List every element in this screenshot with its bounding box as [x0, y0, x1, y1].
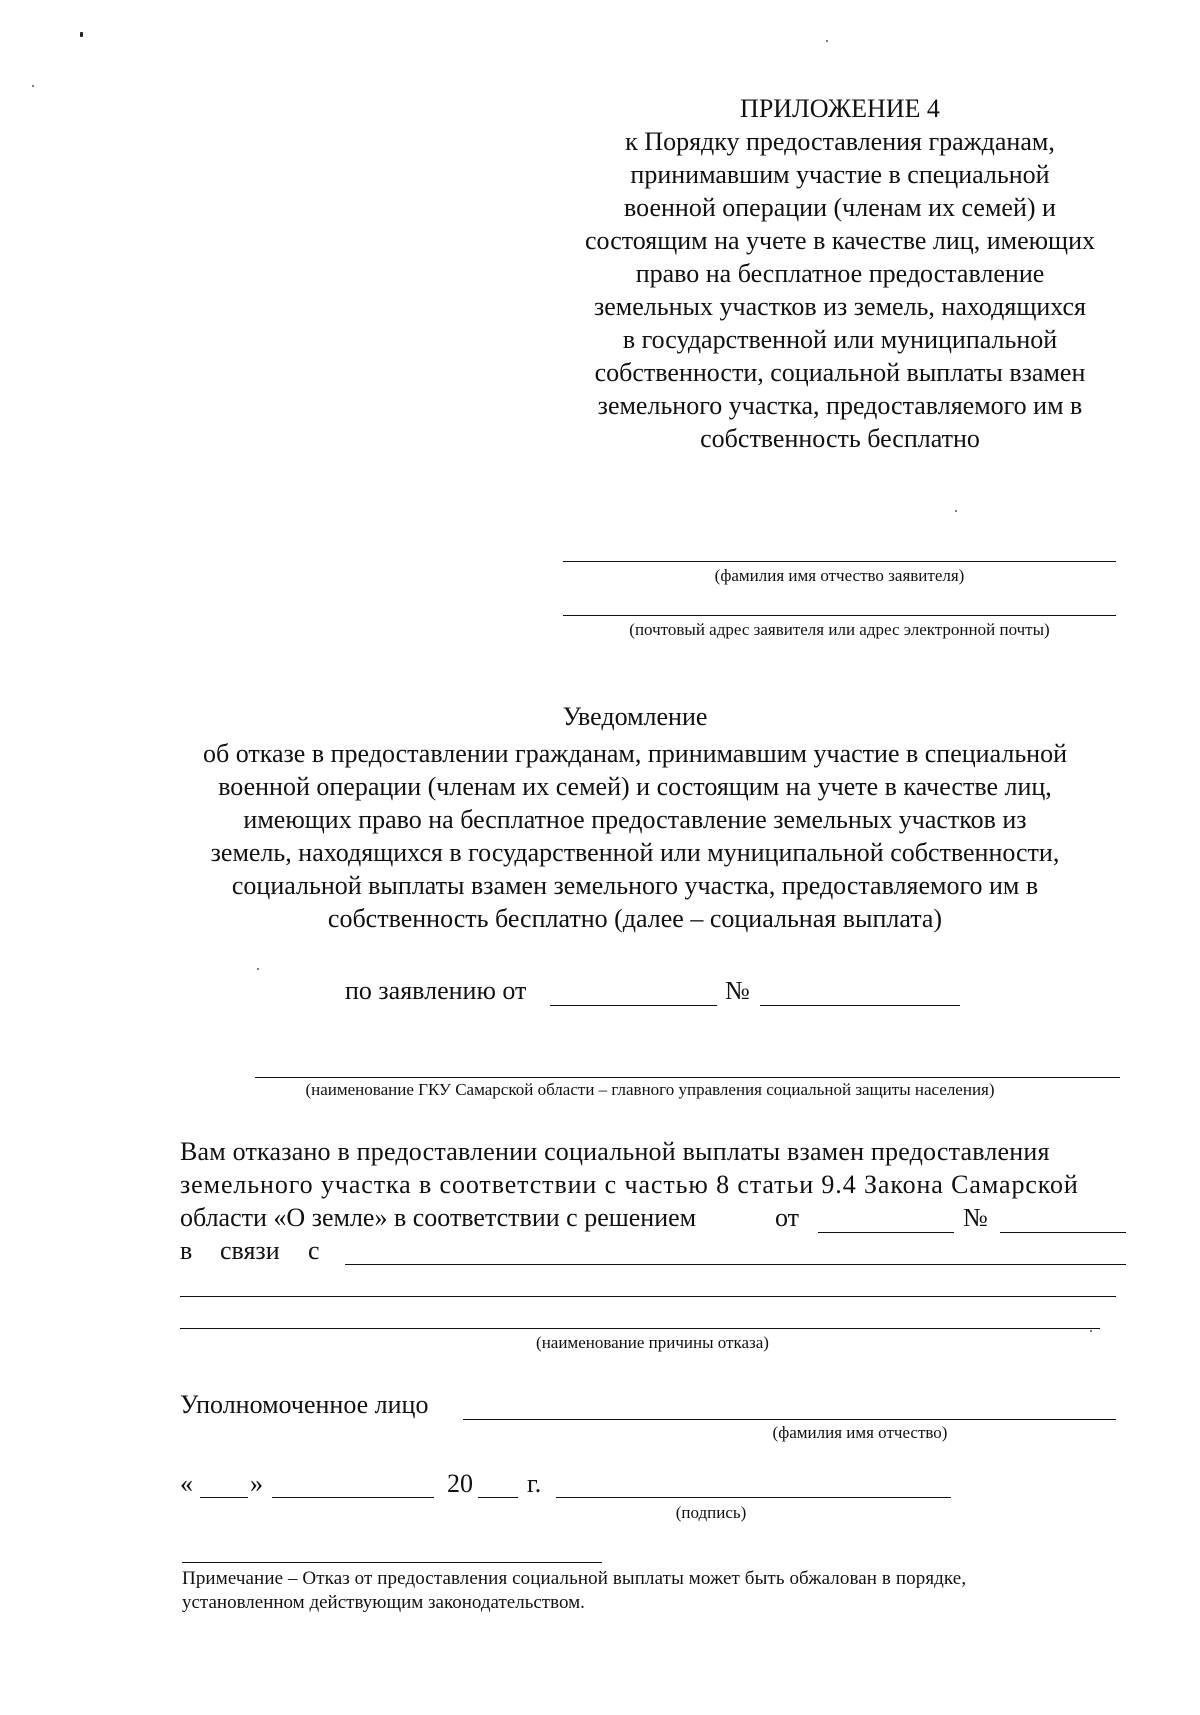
appendix-line: состоящим на учете в качестве лиц, имеющих: [585, 226, 1095, 255]
applicant-name-line[interactable]: [563, 561, 1116, 562]
date-quote-close: »: [250, 1469, 263, 1498]
appendix-line: собственность бесплатно: [700, 424, 980, 453]
appendix-line: принимавшим участие в специальной: [630, 160, 1050, 189]
refusal-text: [180, 1135, 1125, 1201]
appendix-line: военной операции (членам их семей) и: [624, 193, 1056, 222]
refusal-line-2: земельного участка в соответствии с частью 8 статьи 9.4 Закона Самарской: [180, 1170, 1079, 1199]
notice-subtitle-line: социальной выплаты взамен земельного участка, предоставляемого им в: [231, 871, 1039, 900]
decision-prefix: области «О земле» в соответствии с решением: [180, 1203, 697, 1232]
notice-subtitle-line: военной операции (членам их семей) и состоящим на учете в качестве лиц,: [218, 772, 1052, 801]
date-month-field[interactable]: [272, 1497, 434, 1498]
footnote-separator: [182, 1562, 602, 1563]
notice-subtitle-line: об отказе в предоставлении гражданам, принимавшим участие в специальной: [202, 739, 1068, 768]
appendix-line: земельного участка, предоставляемого им в: [597, 391, 1083, 420]
notice-title: Уведомление: [562, 702, 708, 731]
date-year-prefix: 20: [447, 1469, 473, 1498]
organization-caption: (наименование ГКУ Самарской области – главного управления социальной защиты населения): [305, 1080, 995, 1099]
reason-word: связи: [220, 1236, 280, 1265]
refusal-line-1: Вам отказано в предоставлении социальной выплаты взамен предоставления: [180, 1137, 1050, 1166]
refusal-line: [180, 1135, 1125, 1168]
applicant-name-caption: (фамилия имя отчество заявителя): [714, 566, 965, 585]
notice-subtitle: [150, 737, 1120, 935]
scan-speck: [80, 32, 83, 37]
scan-speck: [1090, 1330, 1092, 1332]
decision-date-field[interactable]: [818, 1232, 954, 1233]
application-number-sign: №: [725, 976, 750, 1005]
application-date-field[interactable]: [550, 1005, 717, 1006]
footnote-line: Примечание – Отказ от предоставления социальной выплаты может быть обжалован в порядке,: [182, 1568, 967, 1589]
signature-caption: (подпись): [675, 1503, 747, 1522]
authorized-name-field[interactable]: [463, 1419, 1116, 1420]
applicant-address-line[interactable]: [563, 615, 1116, 616]
authorized-label: Уполномоченное лицо: [180, 1390, 429, 1419]
appendix-line: собственности, социальной выплаты взамен: [594, 358, 1086, 387]
appendix-line: к Порядку предоставления гражданам,: [625, 127, 1055, 156]
footnote: [182, 1567, 1127, 1615]
reason-field-line-2[interactable]: [180, 1296, 1116, 1297]
organization-line[interactable]: [255, 1077, 1120, 1078]
reason-field-line-3[interactable]: [180, 1328, 1100, 1329]
appendix-line: земельных участков из земель, находящихся: [593, 292, 1087, 321]
appendix-line: в государственной или муниципальной: [622, 325, 1058, 354]
scan-speck: [826, 40, 828, 42]
reason-word: в: [180, 1236, 193, 1265]
signature-field[interactable]: [556, 1497, 951, 1498]
appendix-line: право на бесплатное предоставление: [635, 259, 1045, 288]
date-year-field[interactable]: [478, 1497, 518, 1498]
reason-word: с: [308, 1236, 320, 1265]
date-quote-open: «: [180, 1469, 193, 1498]
footnote-line: установленном действующим законодательством.: [182, 1592, 585, 1613]
decision-from: от: [775, 1203, 800, 1232]
decision-number-field[interactable]: [1000, 1232, 1126, 1233]
decision-number-sign: №: [963, 1203, 988, 1232]
refusal-line: [180, 1168, 1125, 1201]
scan-speck: [257, 968, 259, 970]
scan-speck: [32, 85, 34, 87]
notice-subtitle-line: земель, находящихся в государственной или муниципальной собственности,: [210, 838, 1060, 867]
notice-subtitle-line: собственность бесплатно (далее – социальная выплата): [327, 904, 943, 933]
reason-field-line-1[interactable]: [345, 1264, 1126, 1265]
appendix-line: ПРИЛОЖЕНИЕ 4: [740, 94, 940, 123]
application-number-field[interactable]: [760, 1005, 960, 1006]
authorized-caption: (фамилия имя отчество): [772, 1423, 948, 1442]
reason-caption: (наименование причины отказа): [536, 1333, 769, 1352]
applicant-address-caption: (почтовый адрес заявителя или адрес электронной почты): [629, 620, 1050, 639]
date-day-field[interactable]: [200, 1497, 248, 1498]
scan-speck: [955, 510, 957, 512]
notice-subtitle-line: имеющих право на бесплатное предоставление земельных участков из: [243, 805, 1027, 834]
date-year-suffix: г.: [527, 1469, 542, 1498]
application-prefix: по заявлению от: [345, 976, 527, 1005]
appendix-header: [555, 92, 1125, 455]
